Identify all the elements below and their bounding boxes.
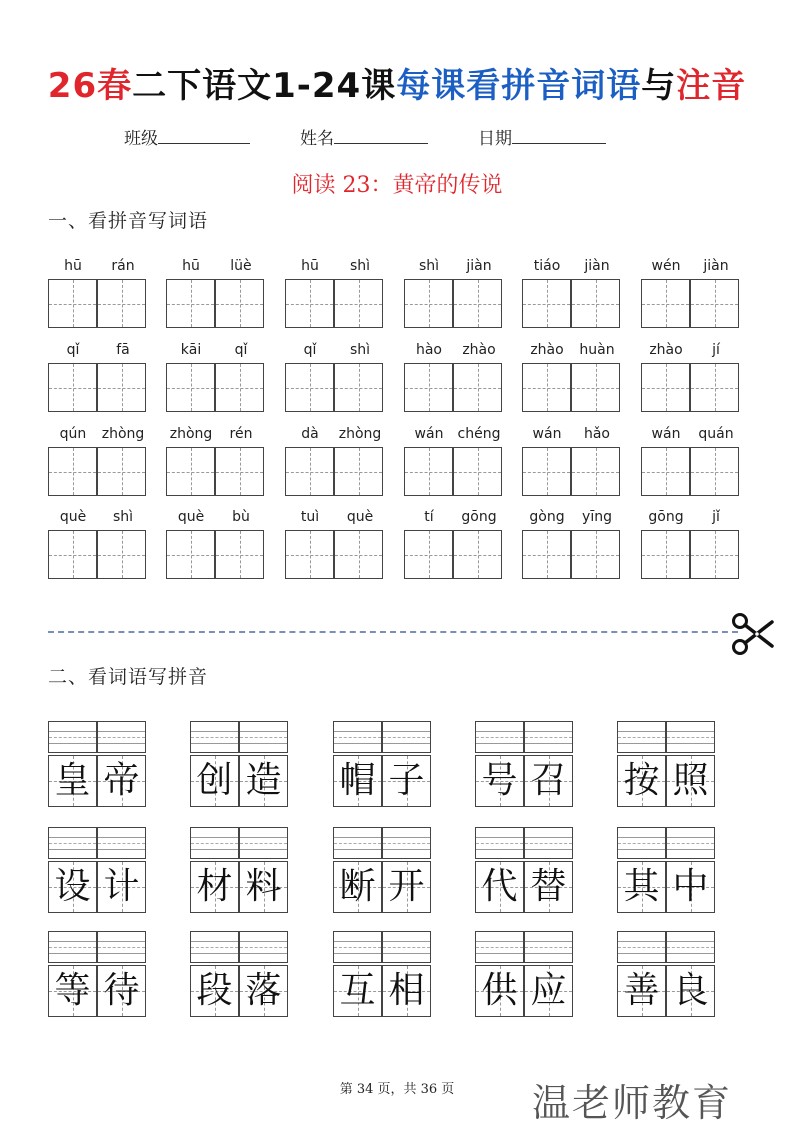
character-box — [524, 965, 573, 1017]
pinyin-syllable: kāi — [180, 342, 202, 358]
hanzi-character: 计 — [103, 866, 140, 907]
pinyin-syllable: quán — [698, 426, 734, 442]
character-box — [475, 861, 524, 913]
hanzi-character: 子 — [388, 760, 425, 801]
pinyin-syllable: shì — [349, 258, 371, 274]
section-2-title: 二、看词语写拼音 — [48, 666, 209, 688]
writing-box[interactable] — [215, 363, 264, 412]
pinyin-syllable: jiàn — [584, 258, 610, 274]
pinyin-syllable: hū — [182, 258, 200, 274]
name-label: 姓名 — [300, 129, 334, 149]
hanzi-character: 料 — [245, 866, 282, 907]
pinyin-syllable: tí — [424, 509, 434, 525]
pinyin-syllable: jí — [712, 342, 720, 358]
writing-box[interactable] — [453, 363, 502, 412]
word-group — [190, 931, 290, 1031]
character-box — [97, 861, 146, 913]
pinyin-syllable: wán — [651, 426, 681, 442]
pinyin-syllable: rán — [111, 258, 135, 274]
word-group — [333, 827, 433, 927]
hanzi-character: 替 — [530, 866, 567, 907]
hanzi-character: 召 — [530, 760, 567, 801]
hanzi-character: 断 — [339, 866, 376, 907]
date-field — [478, 124, 606, 149]
pinyin-syllable: què — [346, 509, 374, 525]
hanzi-character: 等 — [54, 970, 91, 1011]
character-box — [666, 755, 715, 807]
pinyin-syllable: gōng — [461, 509, 497, 525]
pinyin-writing-lines[interactable] — [617, 827, 666, 859]
character-box — [524, 755, 573, 807]
writing-box[interactable] — [97, 447, 146, 496]
pinyin-syllable: tiáo — [533, 258, 561, 274]
pinyin-syllable: hū — [301, 258, 319, 274]
pinyin-writing-lines[interactable] — [190, 827, 239, 859]
pinyin-writing-lines[interactable] — [382, 827, 431, 859]
character-box — [382, 755, 431, 807]
writing-box[interactable] — [48, 530, 97, 579]
hanzi-character: 号 — [481, 760, 518, 801]
character-box — [382, 965, 431, 1017]
pinyin-writing-lines[interactable] — [524, 721, 573, 753]
character-box — [239, 755, 288, 807]
hanzi-character: 其 — [623, 866, 660, 907]
pinyin-syllable: jǐ — [712, 509, 720, 525]
writing-box[interactable] — [48, 447, 97, 496]
writing-box[interactable] — [215, 530, 264, 579]
pinyin-syllable: gōng — [648, 509, 684, 525]
character-box — [97, 965, 146, 1017]
pinyin-writing-lines[interactable] — [617, 721, 666, 753]
writing-box[interactable] — [522, 279, 571, 328]
writing-box[interactable] — [641, 447, 690, 496]
pinyin-writing-lines[interactable] — [524, 827, 573, 859]
writing-box[interactable] — [97, 363, 146, 412]
hanzi-character: 材 — [196, 866, 233, 907]
writing-box[interactable] — [334, 279, 383, 328]
watermark: 温老师教育 — [532, 1081, 733, 1125]
pinyin-syllable: zhòng — [338, 426, 382, 442]
pinyin-writing-lines[interactable] — [333, 827, 382, 859]
pinyin-syllable: yīng — [582, 509, 612, 525]
pinyin-syllable: huàn — [579, 342, 615, 358]
hanzi-character: 照 — [672, 760, 709, 801]
hanzi-character: 善 — [623, 970, 660, 1011]
scissors-icon — [730, 612, 778, 656]
pinyin-writing-lines[interactable] — [333, 721, 382, 753]
pinyin-syllable: shì — [349, 342, 371, 358]
writing-box[interactable] — [166, 279, 215, 328]
pinyin-writing-lines[interactable] — [666, 721, 715, 753]
writing-box[interactable] — [641, 530, 690, 579]
character-box — [617, 755, 666, 807]
character-box — [48, 755, 97, 807]
pinyin-syllable: fā — [116, 342, 130, 358]
character-box — [333, 755, 382, 807]
writing-box[interactable] — [48, 363, 97, 412]
pinyin-syllable: zhào — [649, 342, 683, 358]
title-part-1: 26春 — [47, 66, 133, 106]
pinyin-writing-lines[interactable] — [475, 931, 524, 963]
word-group — [333, 931, 433, 1031]
hanzi-character: 应 — [530, 970, 567, 1011]
hanzi-character: 帝 — [103, 760, 140, 801]
writing-box[interactable] — [215, 447, 264, 496]
pinyin-writing-lines[interactable] — [190, 721, 239, 753]
word-group — [333, 721, 433, 821]
writing-box[interactable] — [215, 279, 264, 328]
pinyin-writing-lines[interactable] — [239, 827, 288, 859]
hanzi-character: 落 — [245, 970, 282, 1011]
pinyin-syllable: zhào — [462, 342, 496, 358]
writing-box[interactable] — [404, 279, 453, 328]
writing-box[interactable] — [690, 530, 739, 579]
character-box — [239, 861, 288, 913]
hanzi-character: 设 — [54, 866, 91, 907]
character-box — [617, 861, 666, 913]
word-group — [48, 931, 148, 1031]
writing-box[interactable] — [285, 530, 334, 579]
word-group — [475, 931, 575, 1031]
page-title — [0, 58, 794, 107]
writing-box[interactable] — [522, 447, 571, 496]
writing-box[interactable] — [571, 447, 620, 496]
writing-box[interactable] — [404, 363, 453, 412]
hanzi-character: 造 — [245, 760, 282, 801]
character-box — [617, 965, 666, 1017]
writing-box[interactable] — [334, 363, 383, 412]
writing-box[interactable] — [453, 530, 502, 579]
writing-box[interactable] — [334, 530, 383, 579]
writing-box[interactable] — [285, 279, 334, 328]
character-box — [333, 965, 382, 1017]
date-blank[interactable] — [512, 127, 606, 144]
pinyin-syllable: rén — [229, 426, 253, 442]
page-footer: 第 34 页，共 36 页 — [339, 1082, 455, 1097]
character-box — [475, 965, 524, 1017]
hanzi-character: 代 — [481, 866, 518, 907]
character-box — [48, 861, 97, 913]
pinyin-writing-lines[interactable] — [475, 827, 524, 859]
pinyin-syllable: què — [177, 509, 205, 525]
writing-box[interactable] — [285, 363, 334, 412]
writing-box[interactable] — [522, 530, 571, 579]
writing-box[interactable] — [641, 279, 690, 328]
pinyin-syllable: wán — [414, 426, 444, 442]
pinyin-syllable: gòng — [529, 509, 565, 525]
word-group — [617, 721, 717, 821]
pinyin-syllable: hū — [64, 258, 82, 274]
writing-box[interactable] — [453, 447, 502, 496]
pinyin-writing-lines[interactable] — [97, 721, 146, 753]
pinyin-syllable: tuì — [300, 509, 320, 525]
hanzi-character: 帽 — [339, 760, 376, 801]
character-box — [524, 861, 573, 913]
pinyin-syllable: wén — [651, 258, 681, 274]
pinyin-syllable: dà — [301, 426, 319, 442]
class-field — [124, 124, 250, 149]
name-field — [300, 124, 428, 149]
pinyin-writing-lines[interactable] — [190, 931, 239, 963]
word-group — [475, 721, 575, 821]
pinyin-writing-lines[interactable] — [382, 721, 431, 753]
word-group — [190, 827, 290, 927]
pinyin-syllable: lüè — [230, 258, 252, 274]
pinyin-writing-lines[interactable] — [97, 931, 146, 963]
pinyin-writing-lines[interactable] — [524, 931, 573, 963]
pinyin-syllable: bù — [232, 509, 250, 525]
character-box — [48, 965, 97, 1017]
writing-box[interactable] — [690, 279, 739, 328]
title-part-4: 与 — [641, 66, 677, 106]
class-label: 班级 — [124, 129, 158, 149]
section-1-title: 一、看拼音写词语 — [48, 210, 209, 232]
writing-box[interactable] — [690, 447, 739, 496]
writing-box[interactable] — [97, 530, 146, 579]
pinyin-writing-lines[interactable] — [48, 721, 97, 753]
hanzi-character: 供 — [481, 970, 518, 1011]
class-blank[interactable] — [158, 127, 250, 144]
pinyin-writing-lines[interactable] — [97, 827, 146, 859]
title-part-5: 注音 — [676, 66, 747, 106]
hanzi-character: 中 — [672, 866, 709, 907]
hanzi-character: 互 — [339, 970, 376, 1011]
title-part-2: 二下语文1-24课 — [132, 66, 397, 106]
pinyin-syllable: zhòng — [169, 426, 213, 442]
writing-box[interactable] — [285, 447, 334, 496]
pinyin-syllable: hǎo — [583, 426, 611, 442]
pinyin-writing-lines[interactable] — [48, 827, 97, 859]
character-box — [190, 861, 239, 913]
hanzi-character: 开 — [388, 866, 425, 907]
word-group — [48, 721, 148, 821]
pinyin-syllable: jiàn — [466, 258, 492, 274]
hanzi-character: 良 — [672, 970, 709, 1011]
writing-box[interactable] — [166, 447, 215, 496]
pinyin-syllable: hào — [415, 342, 443, 358]
pinyin-syllable: què — [59, 509, 87, 525]
pinyin-syllable: jiàn — [703, 258, 729, 274]
hanzi-character: 按 — [623, 760, 660, 801]
hanzi-character: 皇 — [54, 760, 91, 801]
character-box — [382, 861, 431, 913]
character-box — [97, 755, 146, 807]
pinyin-syllable: shì — [112, 509, 134, 525]
name-blank[interactable] — [334, 127, 428, 144]
pinyin-writing-lines[interactable] — [239, 721, 288, 753]
writing-box[interactable] — [522, 363, 571, 412]
hanzi-character: 段 — [196, 970, 233, 1011]
pinyin-writing-lines[interactable] — [48, 931, 97, 963]
lesson-title: 阅读 23：黄帝的传说 — [291, 173, 503, 198]
word-group — [617, 827, 717, 927]
character-box — [666, 861, 715, 913]
writing-box[interactable] — [404, 530, 453, 579]
title-part-3: 每课看拼音词语 — [396, 66, 642, 106]
pinyin-syllable: shì — [418, 258, 440, 274]
pinyin-syllable: zhào — [530, 342, 564, 358]
hanzi-character: 相 — [388, 970, 425, 1011]
pinyin-syllable: qǐ — [234, 342, 248, 358]
writing-box[interactable] — [404, 447, 453, 496]
character-box — [190, 755, 239, 807]
pinyin-syllable: chéng — [457, 426, 501, 442]
pinyin-writing-lines[interactable] — [666, 827, 715, 859]
pinyin-syllable: wán — [532, 426, 562, 442]
writing-box[interactable] — [166, 530, 215, 579]
writing-box[interactable] — [641, 363, 690, 412]
character-box — [666, 965, 715, 1017]
pinyin-syllable: qǐ — [66, 342, 80, 358]
character-box — [333, 861, 382, 913]
cut-line — [48, 631, 738, 633]
writing-box[interactable] — [453, 279, 502, 328]
word-group — [617, 931, 717, 1031]
pinyin-writing-lines[interactable] — [382, 931, 431, 963]
character-box — [239, 965, 288, 1017]
pinyin-writing-lines[interactable] — [666, 931, 715, 963]
word-group — [48, 827, 148, 927]
character-box — [190, 965, 239, 1017]
pinyin-writing-lines[interactable] — [475, 721, 524, 753]
writing-box[interactable] — [571, 279, 620, 328]
word-group — [190, 721, 290, 821]
pinyin-syllable: qún — [59, 426, 87, 442]
writing-box[interactable] — [571, 530, 620, 579]
pinyin-syllable: qǐ — [303, 342, 317, 358]
writing-box[interactable] — [571, 363, 620, 412]
character-box — [475, 755, 524, 807]
pinyin-writing-lines[interactable] — [239, 931, 288, 963]
writing-box[interactable] — [48, 279, 97, 328]
pinyin-syllable: zhòng — [101, 426, 145, 442]
pinyin-writing-lines[interactable] — [333, 931, 382, 963]
writing-box[interactable] — [166, 363, 215, 412]
hanzi-character: 待 — [103, 970, 140, 1011]
writing-box[interactable] — [334, 447, 383, 496]
writing-box[interactable] — [97, 279, 146, 328]
word-group — [475, 827, 575, 927]
date-label: 日期 — [478, 129, 512, 149]
pinyin-writing-lines[interactable] — [617, 931, 666, 963]
hanzi-character: 创 — [196, 760, 233, 801]
writing-box[interactable] — [690, 363, 739, 412]
